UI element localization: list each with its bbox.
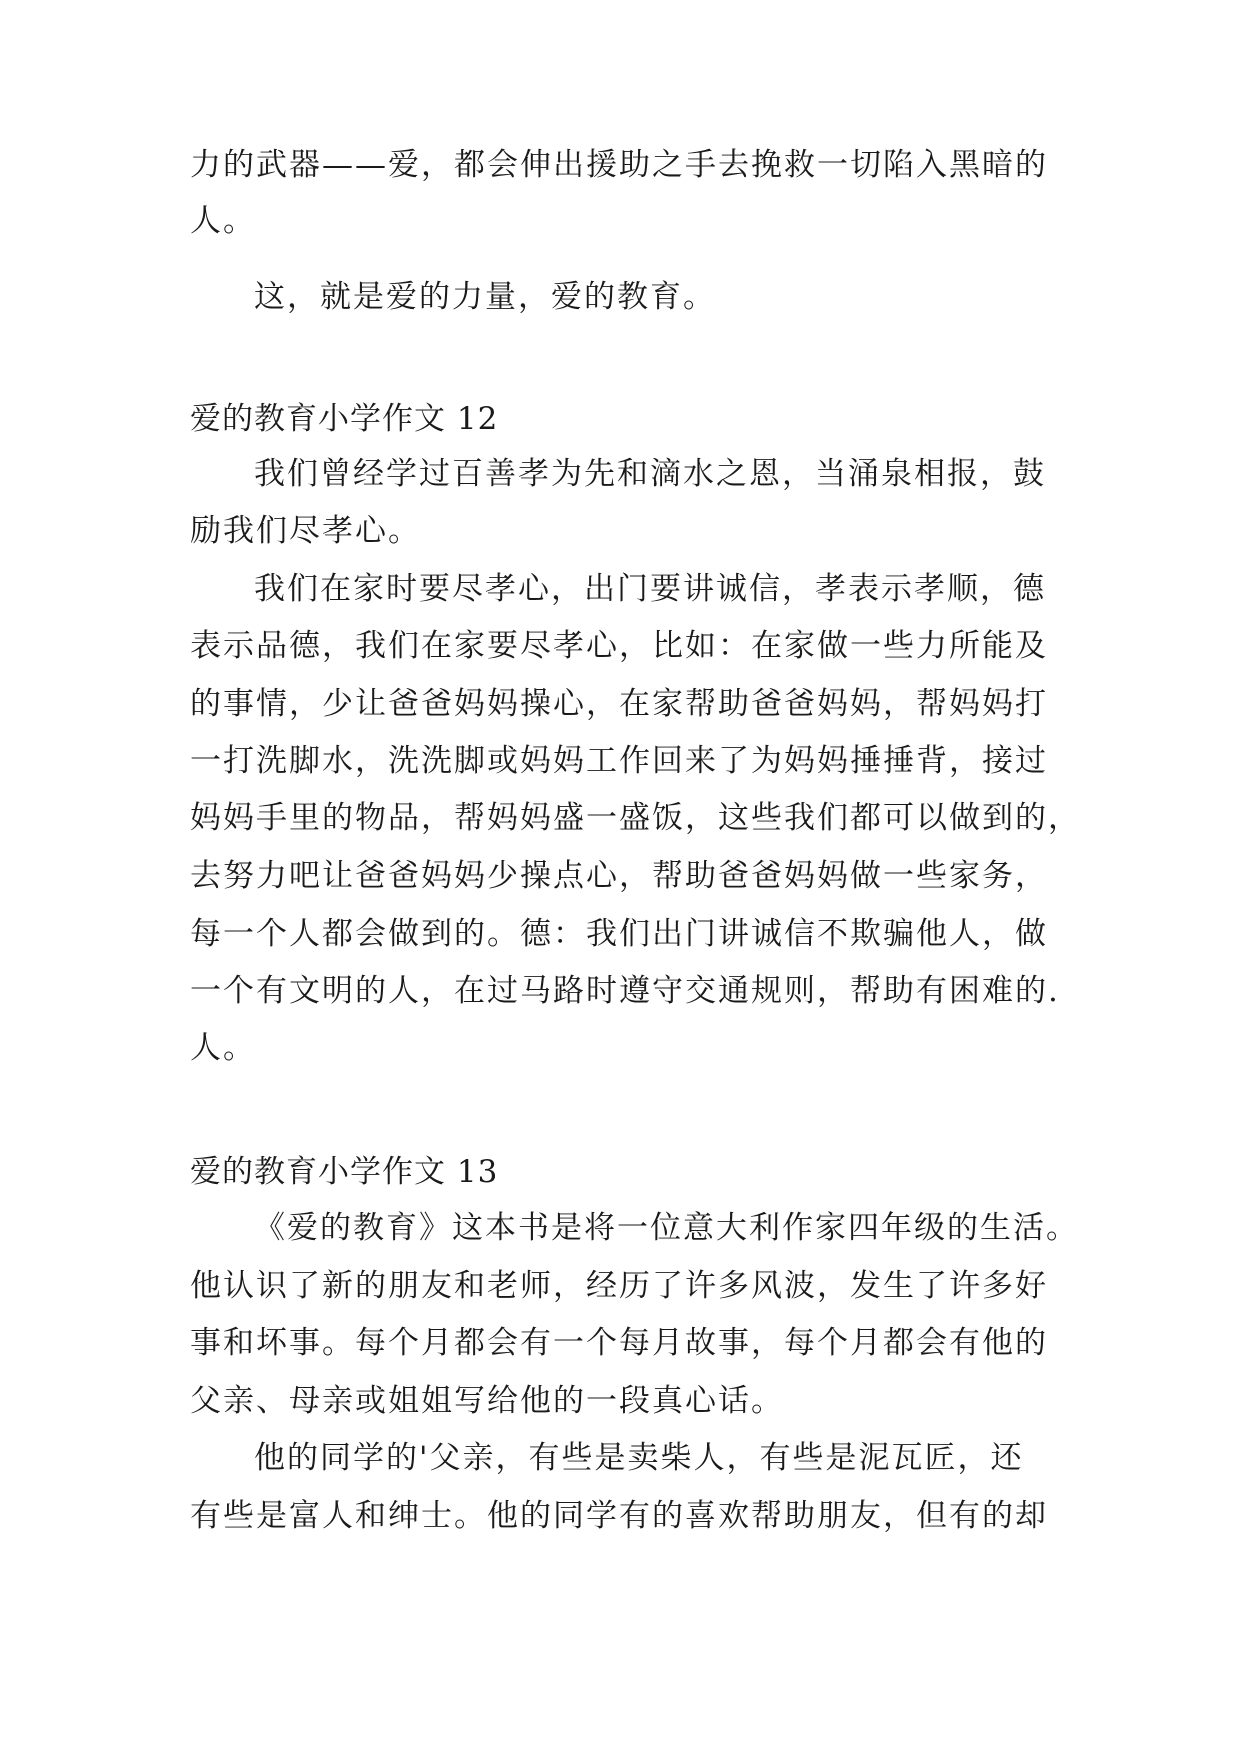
essay13-p2-line-1: 他的同学的'父亲，有些是卖柴人，有些是泥瓦匠，还 [254, 1440, 1024, 1476]
essay12-title: 爱的教育小学作文 12 [190, 401, 499, 437]
essay12-p1-line-1: 我们曾经学过百善孝为先和滴水之恩，当涌泉相报，鼓 [254, 456, 1046, 492]
essay12-p2-line-4: 一打洗脚水，洗洗脚或妈妈工作回来了为妈妈捶捶背，接过 [190, 743, 1048, 779]
essay13-p1-line-3: 事和坏事。每个月都会有一个每月故事，每个月都会有他的 [190, 1325, 1048, 1361]
essay12-p2-line-1: 我们在家时要尽孝心，出门要讲诚信，孝表示孝顺，德 [254, 571, 1046, 607]
essay13-title: 爱的教育小学作文 13 [190, 1154, 499, 1190]
essay13-p1-line-2: 他认识了新的朋友和老师，经历了许多风波，发生了许多好 [190, 1268, 1048, 1304]
essay13-p1-line-1: 《爱的教育》这本书是将一位意大利作家四年级的生活。 [254, 1210, 1079, 1246]
essay12-p2-line-5: 妈妈手里的物品，帮妈妈盛一盛饭，这些我们都可以做到的， [190, 800, 1081, 836]
essay12-p1-line-2: 励我们尽孝心。 [190, 513, 421, 549]
essay12-p2-line-2: 表示品德，我们在家要尽孝心，比如：在家做一些力所能及 [190, 628, 1048, 664]
intro-line-2: 人。 [190, 203, 256, 239]
essay12-p2-line-8: 一个有文明的人，在过马路时遵守交通规则，帮助有困难的. [190, 973, 1060, 1009]
essay13-p2-line-2: 有些是富人和绅士。他的同学有的喜欢帮助朋友，但有的却 [190, 1498, 1048, 1534]
essay12-p2-line-6: 去努力吧让爸爸妈妈少操点心，帮助爸爸妈妈做一些家务， [190, 858, 1048, 894]
intro-line-1: 力的武器——爱，都会伸出援助之手去挽救一切陷入黑暗的 [190, 147, 1048, 183]
intro-closing: 这，就是爱的力量，爱的教育。 [254, 279, 716, 315]
essay12-p2-line-3: 的事情，少让爸爸妈妈操心，在家帮助爸爸妈妈，帮妈妈打 [190, 686, 1048, 722]
essay12-p2-line-9: 人。 [190, 1030, 256, 1066]
essay13-p1-line-4: 父亲、母亲或姐姐写给他的一段真心话。 [190, 1383, 784, 1419]
essay12-p2-line-7: 每一个人都会做到的。德：我们出门讲诚信不欺骗他人，做 [190, 916, 1048, 952]
